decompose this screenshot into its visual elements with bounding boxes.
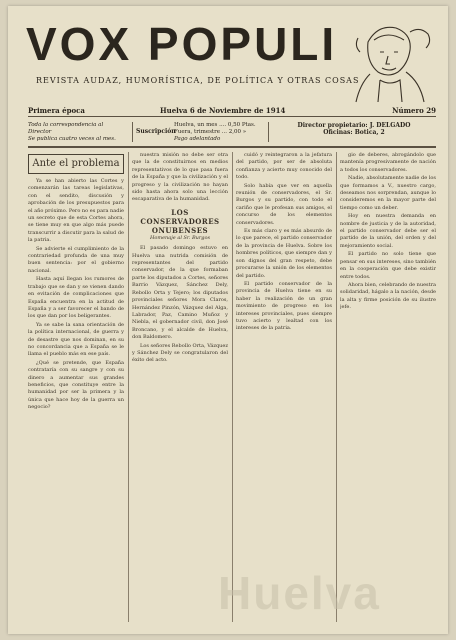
- divider: [268, 122, 269, 142]
- dateline: [28, 106, 436, 117]
- column-rule: [128, 152, 129, 622]
- column-rule: [336, 152, 337, 622]
- archive-watermark: Huelva: [218, 567, 381, 619]
- column-2: [132, 152, 228, 622]
- owner-info: [274, 122, 434, 136]
- paragraph: Ahora bien, celebrando de nuestra solidaridad, hágalo a la nación, desde la alta y firme posición de su ilustre jefe.: [340, 281, 436, 311]
- article-byline: Homenaje al Sr. Burgos: [149, 234, 211, 241]
- paragraph: gio de deberes, abrogándolo que mantenía progresivamente de nación a todos los conservadores.: [340, 152, 436, 173]
- rate-line: Fuera, trimestre ... 2,00 »: [174, 129, 247, 135]
- paragraph: nuestra misión no debe ser otra que la de constituirnos en medios representativos de lo que pasa fuera de la España y que la civilización y el progreso y la civilización no hayan sido hasta ahora solo una lección escaparativa de la humanidad.: [132, 152, 228, 203]
- paragraph: Hoy en nuestra demanda en nombre de justicia y de la autoridad, el partido conservador debe ser el partido de la unión, del orden y del mejoramiento social.: [340, 213, 436, 249]
- masthead: [26, 18, 360, 98]
- frequency-line: Se publica cuatro veces al mes.: [28, 136, 116, 142]
- paragraph: Hasta aquí llegan los rumores de trabajo que se dan y se vienen dando en evitación de complicaciones que España encuentra en la actitud de España y a ser favorecer el bando de los que dan por los beligerantes.: [28, 276, 124, 320]
- epoch-label: Primera época: [28, 106, 85, 115]
- paragraph: El pasado domingo estuvo en Huelva una nutrida comisión de representantes del partido conservador, de la que formaban parte los diputados a Cortes, señores Barrio Vázquez, Sánchez Dely, Rebollo Orta y Tejero; los diputados provinciales señores Mora Claros, Hernández Pinzón, Vázquez del Alga, Labrador, Paz, Camino Muñoz y Niebla, el gobernador civil, don José Broncano, y el alcalde de Huelva, don Baldomero.: [132, 245, 228, 341]
- issue-number: Número 29: [392, 106, 436, 115]
- paragraph: Solo había que ver en aquella reunión de conservadores, el Sr. Burgos y su partido, con todo el cariño que le profesan sus amigos, el concurso de los elementos conservadores.: [236, 182, 332, 226]
- portrait-sketch-icon: [340, 12, 440, 104]
- correspondence-note: [28, 122, 128, 143]
- correspondence-line: Toda la correspondencia al Director: [28, 122, 104, 135]
- paragraph: El partido no solo tiene que pensar en sus intereses, sino también en la cooperación que debe existir entre todos.: [340, 251, 436, 280]
- paragraph: Ya se sabe la sana orientación de la política internacional, de guerra y de desastre que nos dominan, en su no concordancia que a España se le llama el pueblo más en ese país.: [28, 321, 124, 358]
- column-4: [340, 152, 436, 622]
- office-line: Oficinas: Botica, 2: [323, 129, 385, 136]
- column-4-body: [340, 152, 436, 312]
- paragraph: Nadie, absolutamente nadie de los que formamos a V., nuestro cargo, deseamos nos sorprendan, aunque lo consideremos en la mayor parte del tiempo como un deber.: [340, 175, 436, 211]
- column-1-body: [28, 178, 124, 412]
- paragraph: Los señores Rebollo Orta, Vázquez y Sánchez Dely se congratularon del éxito del acto.: [132, 342, 228, 364]
- admin-bar: [28, 120, 436, 148]
- subscription-label: Suscripción: [136, 128, 176, 135]
- paragraph: Se advierte el cumplimiento de la contrariedad profunda de una muy buen sentencia: por el gobierno nacional.: [28, 245, 124, 274]
- paragraph: El partido conservador de la provincia de Huelva tiene en su haber la realización de un gran movimiento de progreso en los intereses provinciales, pues siempre tuvo acierto y lealtad con los intereses de la patria.: [236, 280, 332, 332]
- column-2-body: [132, 245, 228, 365]
- article-heading: Ante el problema: [28, 154, 124, 174]
- article-subhead: LOS CONSERVADORES ONUBENSES: [140, 207, 220, 235]
- paragraph: Ya se han abierto las Cortes y comenzarán las tareas legislativas, con el sendito, discusión y aprobación de los presupuestos para el año próximo. Pero no es para nadie un secreto que de esta Cortes ahora, se tiene muy en que algo más puede transcurrir a discutir para la salud de la patria.: [28, 178, 124, 244]
- owner-line: Director propietario: J. DELGADO: [297, 122, 411, 129]
- newspaper-subtitle: REVISTA AUDAZ, HUMORÍSTICA, DE POLÍTICA Y OTRAS COSAS: [36, 76, 360, 85]
- subscription-rates: [174, 122, 266, 143]
- paragraph: cuidó y reintegraron a la jefatura del partido, por ser de absoluta confianza y acierto muy conocido del todo.: [236, 152, 332, 181]
- column-3-body: [236, 152, 332, 333]
- newspaper-title: VOX POPULI: [26, 18, 338, 70]
- rate-line: Huelva, un mes .... 0,50 Ptas.: [174, 122, 256, 128]
- newspaper-page: [8, 6, 448, 634]
- paragraph: Es más claro y es más absurdo de lo que parece, el partido conservador de la provincia de Huelva. Sobre los hombres políticos, que siempre dan y son dignos del gran respeto, debe procurarse la unión de los elementos del partido.: [236, 228, 332, 279]
- article-columns: [28, 152, 436, 622]
- column-rule: [232, 152, 233, 622]
- column-2-intro: [132, 152, 228, 204]
- paragraph: ¿Qué se pretende, que España contrataría con su sangre y con su dinero a aumentar sus grandes beneficios, que constituye entre la humanidad por ser la primera y la única que hace hoy de la guerra un negocio?: [28, 359, 124, 411]
- issue-date: Huelva 6 de Noviembre de 1914: [160, 106, 286, 115]
- column-1: [28, 152, 124, 622]
- divider: [132, 122, 133, 142]
- column-3: [236, 152, 332, 622]
- payment-note: Pago adelantado: [174, 136, 221, 142]
